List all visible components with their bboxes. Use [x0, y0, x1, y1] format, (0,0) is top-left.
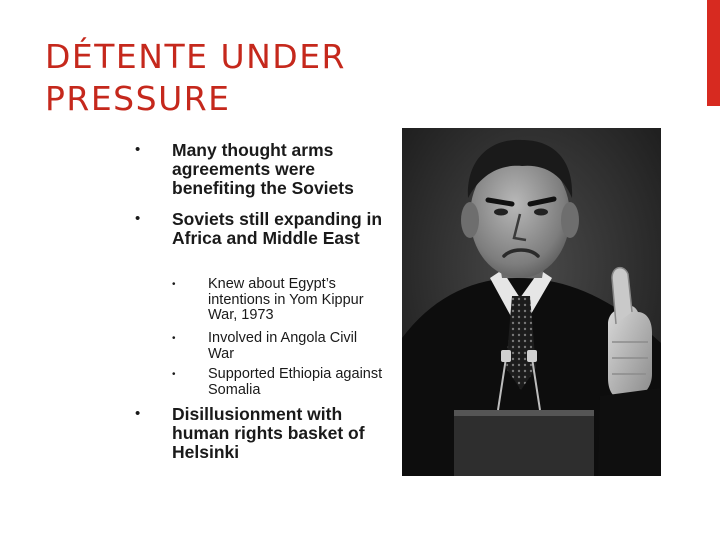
subbullet-dot: •	[172, 279, 176, 290]
accent-bar	[707, 0, 720, 106]
slide-title	[45, 36, 405, 120]
bullet-text: Many thought arms agreements were benefiting the Soviets	[172, 140, 354, 198]
slide-title-line-2: PRESSURE	[45, 78, 231, 118]
subbullet-angola	[172, 331, 383, 362]
subbullet-dot: •	[172, 369, 176, 380]
subbullet-yom-kippur	[172, 277, 383, 324]
bullet-soviets-expanding	[135, 210, 387, 248]
slide-title-line-1: DÉTENTE UNDER	[45, 37, 346, 76]
subbullet-text: Supported Ethiopia against Somalia	[208, 366, 383, 398]
subbullet-ethiopia	[172, 367, 383, 398]
subbullet-dot: •	[172, 333, 176, 344]
photo-man-thumbs-up	[402, 128, 661, 476]
subbullet-text: Knew about Egypt’s intentions in Yom Kippur War, 1973	[208, 276, 364, 323]
bullet-dot: •	[135, 210, 141, 227]
subbullet-text: Involved in Angola Civil War	[208, 330, 358, 362]
bullet-dot: •	[135, 141, 141, 158]
bullet-dot: •	[135, 405, 141, 422]
bullet-helsinki	[135, 405, 387, 462]
bullet-arms-agreements	[135, 141, 387, 198]
bullet-text: Disillusionment with human rights basket of Helsinki	[172, 404, 365, 462]
bullet-text: Soviets still expanding in Africa and Middle East	[172, 209, 383, 248]
